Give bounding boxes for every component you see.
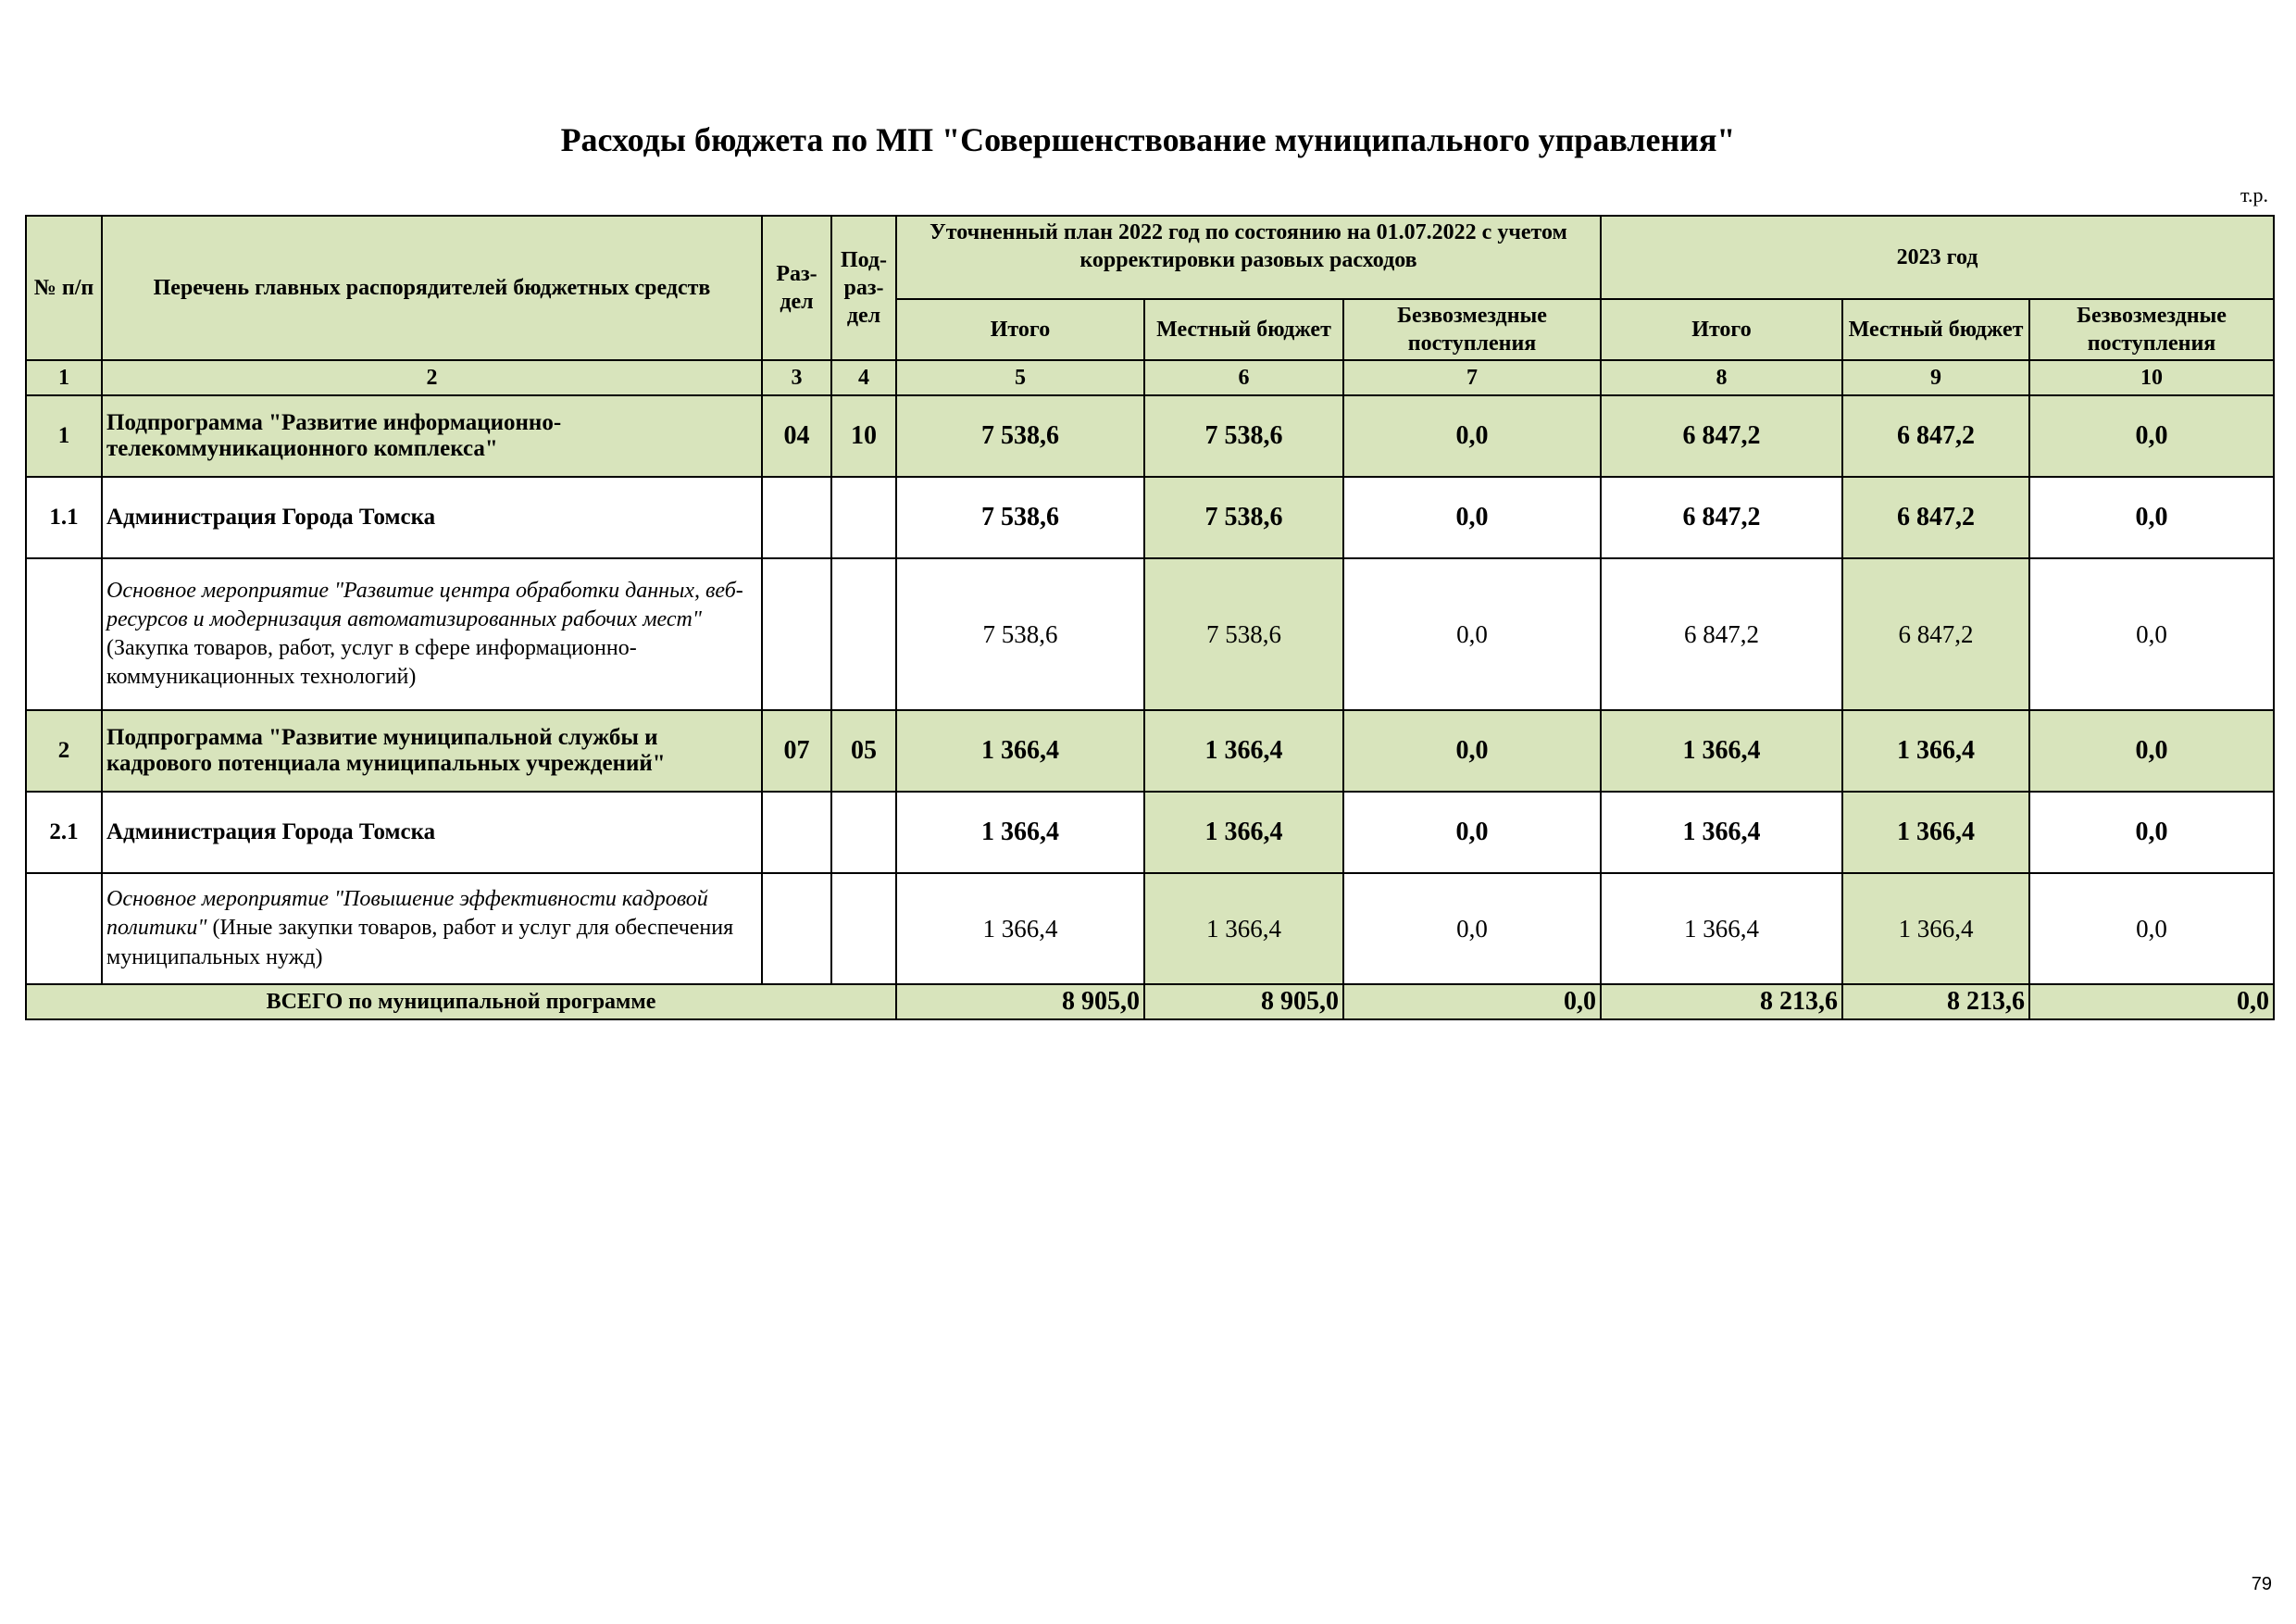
total-value: 8 905,0 [1144,984,1343,1019]
cell-value: 1 366,4 [1144,710,1343,792]
row-name [102,873,762,984]
cell-value: 1 366,4 [1601,710,1842,792]
row-podrazdel: 05 [831,710,896,792]
row-razdel [762,477,831,558]
header-itogo-2022: Итого [896,299,1144,360]
cell-value: 1 366,4 [896,873,1144,984]
total-label: ВСЕГО по муниципальной программе [26,984,896,1019]
header-podrazdel: Под-раз-дел [831,216,896,360]
row-name: Подпрограмма "Развитие информационно-телекоммуникационного комплекса" [102,395,762,477]
cell-value: 7 538,6 [1144,558,1343,710]
cell-value: 0,0 [1343,792,1601,873]
row-name [102,558,762,710]
cell-value: 6 847,2 [1601,558,1842,710]
cell-value: 7 538,6 [1144,395,1343,477]
header-local-2023: Местный бюджет [1842,299,2029,360]
row-name: Администрация Города Томска [102,477,762,558]
col-number: 1 [26,360,102,395]
table-row [26,873,2274,984]
row-num: 2 [26,710,102,792]
row-razdel: 04 [762,395,831,477]
row-num [26,873,102,984]
activity-name: Основное мероприятие "Развитие центра обработки данных, веб-ресурсов и модернизация автоматизированных рабочих мест" [106,578,743,631]
page-number: 79 [2251,1574,2272,1594]
row-name: Подпрограмма "Развитие муниципальной службы и кадрового потенциала муниципальных учреждений" [102,710,762,792]
header-free-2023: Безвозмездные поступления [2029,299,2274,360]
cell-value: 1 366,4 [1144,792,1343,873]
cell-value: 1 366,4 [1144,873,1343,984]
row-razdel [762,873,831,984]
unit-label: т.р. [2240,183,2268,206]
header-local-2022: Местный бюджет [1144,299,1343,360]
cell-value: 0,0 [1343,873,1601,984]
activity-detail: (Иные закупки товаров, работ и услуг для обеспечения муниципальных нужд) [106,916,734,969]
cell-value: 1 366,4 [1842,710,2029,792]
total-row [26,984,2274,1019]
table-row [26,792,2274,873]
cell-value: 0,0 [1343,558,1601,710]
col-number: 7 [1343,360,1601,395]
cell-value: 6 847,2 [1842,477,2029,558]
row-podrazdel [831,873,896,984]
col-number: 8 [1601,360,1842,395]
row-num: 1 [26,395,102,477]
header-plan-2022: Уточненный план 2022 год по состоянию на 01.07.2022 с учетом корректировки разовых расходов [896,216,1601,299]
row-num [26,558,102,710]
total-value: 8 213,6 [1842,984,2029,1019]
col-number: 3 [762,360,831,395]
cell-value: 1 366,4 [1601,873,1842,984]
row-podrazdel [831,792,896,873]
row-razdel: 07 [762,710,831,792]
header-list: Перечень главных распорядителей бюджетных средств [102,216,762,360]
total-value: 8 905,0 [896,984,1144,1019]
col-number: 4 [831,360,896,395]
col-number: 2 [102,360,762,395]
row-razdel [762,558,831,710]
cell-value: 0,0 [2029,558,2274,710]
header-razdel: Раз-дел [762,216,831,360]
cell-value: 1 366,4 [896,710,1144,792]
cell-value: 0,0 [2029,710,2274,792]
cell-value: 0,0 [2029,792,2274,873]
cell-value: 7 538,6 [896,477,1144,558]
cell-value: 1 366,4 [1601,792,1842,873]
cell-value: 6 847,2 [1601,395,1842,477]
column-numbers-row [26,360,2274,395]
col-number: 9 [1842,360,2029,395]
cell-value: 0,0 [2029,477,2274,558]
cell-value: 7 538,6 [1144,477,1343,558]
cell-value: 7 538,6 [896,395,1144,477]
row-num: 1.1 [26,477,102,558]
activity-name: Основное мероприятие "Повышение эффективности кадровой политики" [106,887,708,941]
page-title: Расходы бюджета по МП "Совершенствование муниципального управления" [560,121,1736,158]
cell-value: 7 538,6 [896,558,1144,710]
row-name: Администрация Города Томска [102,792,762,873]
header-itogo-2023: Итого [1601,299,1842,360]
col-number: 5 [896,360,1144,395]
col-number: 10 [2029,360,2274,395]
cell-value: 1 366,4 [1842,873,2029,984]
cell-value: 0,0 [1343,395,1601,477]
cell-value: 6 847,2 [1842,558,2029,710]
cell-value: 0,0 [1343,710,1601,792]
cell-value: 1 366,4 [896,792,1144,873]
budget-table [25,215,2275,1020]
total-value: 0,0 [1343,984,1601,1019]
activity-detail: (Закупка товаров, работ, услуг в сфере информационно-коммуникационных технологий) [106,636,637,690]
cell-value: 0,0 [1343,477,1601,558]
total-value: 0,0 [2029,984,2274,1019]
cell-value: 6 847,2 [1842,395,2029,477]
row-razdel [762,792,831,873]
cell-value: 1 366,4 [1842,792,2029,873]
row-num: 2.1 [26,792,102,873]
table-row [26,710,2274,792]
cell-value: 0,0 [2029,395,2274,477]
table-row [26,558,2274,710]
table-row [26,395,2274,477]
header-num: № п/п [26,216,102,360]
header-2023: 2023 год [1601,216,2274,299]
cell-value: 0,0 [2029,873,2274,984]
row-podrazdel [831,477,896,558]
total-value: 8 213,6 [1601,984,1842,1019]
col-number: 6 [1144,360,1343,395]
header-free-2022: Безвозмездные поступления [1343,299,1601,360]
cell-value: 6 847,2 [1601,477,1842,558]
table-row [26,477,2274,558]
row-podrazdel [831,558,896,710]
row-podrazdel: 10 [831,395,896,477]
